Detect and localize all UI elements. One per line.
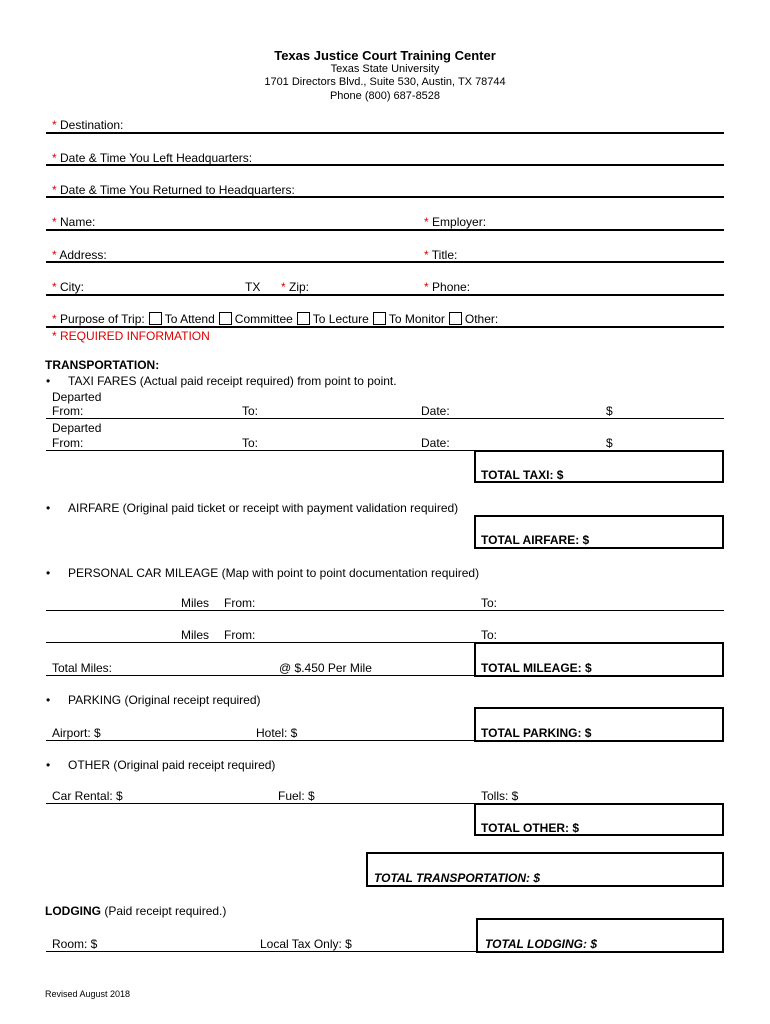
option-to-monitor: To Monitor [388,312,445,326]
purpose-row: * Purpose of Trip: To Attend Committee To Lecture To Monitor Other: [52,312,499,326]
taxi-date-1: Date: [421,404,450,418]
checkbox-to-monitor[interactable] [373,312,386,325]
address-title-line[interactable] [46,261,724,263]
returned-hq-line[interactable] [46,196,724,198]
taxi-dollar-2: $ [606,436,613,450]
lodging-local-tax: Local Tax Only: $ [260,937,352,951]
required-info-note: * REQUIRED INFORMATION [52,329,210,343]
other-desc: OTHER (Original paid receipt required) [68,758,276,772]
total-transportation-label: TOTAL TRANSPORTATION: $ [374,871,541,885]
taxi-from-2: From: [52,436,84,450]
returned-hq-label: * Date & Time You Returned to Headquarters: [52,183,295,197]
purpose-label: Purpose of Trip: [60,312,145,326]
mileage-to-1: To: [481,596,498,610]
mileage-rate: @ $.450 Per Mile [279,661,372,675]
title-label: * Title: [424,248,458,262]
checkbox-to-lecture[interactable] [297,312,310,325]
checkbox-committee[interactable] [219,312,232,325]
other-tolls: Tolls: $ [481,789,519,803]
taxi-date-2: Date: [421,436,450,450]
mileage-desc: PERSONAL CAR MILEAGE (Map with point to point documentation required) [68,566,480,580]
taxi-departed-1: Departed [52,390,102,404]
parking-airport: Airport: $ [52,726,101,740]
mileage-miles-2: Miles [181,628,210,642]
total-lodging-label: TOTAL LODGING: $ [485,937,598,951]
taxi-departed-2: Departed [52,421,102,435]
parking-desc: PARKING (Original receipt required) [68,693,261,707]
form-title: Texas Justice Court Training Center [274,48,496,63]
transportation-heading: TRANSPORTATION: [45,358,160,372]
left-hq-label: * Date & Time You Left Headquarters: [52,151,253,165]
total-miles-line[interactable] [46,675,476,676]
total-airfare-label: TOTAL AIRFARE: $ [481,533,590,547]
destination-label: * Destination: [52,118,124,132]
lodging-line[interactable] [46,951,478,952]
taxi-desc: TAXI FARES (Actual paid receipt required) from point to point. [68,374,397,388]
option-committee: Committee [234,312,293,326]
bullet-other: • [46,758,51,772]
city-phone-line[interactable] [46,294,724,296]
checkbox-other[interactable] [449,312,462,325]
option-to-attend: To Attend [164,312,215,326]
airfare-desc: AIRFARE (Original paid ticket or receipt with payment validation required) [68,501,459,515]
parking-line[interactable] [46,740,476,741]
mileage-from-2: From: [224,628,256,642]
mileage-from-1: From: [224,596,256,610]
name-employer-line[interactable] [46,229,724,231]
purpose-line[interactable] [46,326,724,328]
bullet-parking: • [46,693,51,707]
taxi-line-1[interactable] [46,418,724,419]
total-mileage-label: TOTAL MILEAGE: $ [481,661,592,675]
bullet-taxi: • [46,374,51,388]
state-value: TX [245,280,261,294]
mileage-miles-1: Miles [181,596,210,610]
taxi-dollar-1: $ [606,404,613,418]
option-other: Other: [464,312,499,326]
total-miles-label: Total Miles: [52,661,113,675]
required-mark: * [52,118,57,132]
total-parking-label: TOTAL PARKING: $ [481,726,592,740]
option-to-lecture: To Lecture [312,312,369,326]
city-label: * City: [52,280,85,294]
lodging-heading: LODGING (Paid receipt required.) [45,904,227,918]
zip-label: * Zip: [281,280,310,294]
other-fuel: Fuel: $ [278,789,315,803]
other-car-rental: Car Rental: $ [52,789,123,803]
total-other-label: TOTAL OTHER: $ [481,821,580,835]
employer-label: * Employer: [424,215,487,229]
taxi-to-2: To: [242,436,259,450]
mileage-line-1[interactable] [46,610,724,611]
revised-date: Revised August 2018 [45,989,131,999]
taxi-to-1: To: [242,404,259,418]
destination-line[interactable] [46,132,724,134]
total-taxi-label: TOTAL TAXI: $ [481,468,564,482]
checkbox-to-attend[interactable] [149,312,162,325]
left-hq-line[interactable] [46,164,724,166]
bullet-airfare: • [46,501,51,515]
org-address: 1701 Directors Blvd., Suite 530, Austin, TX 78744 [264,76,506,88]
parking-hotel: Hotel: $ [256,726,298,740]
phone-label: * Phone: [424,280,471,294]
taxi-from-1: From: [52,404,84,418]
org-phone: Phone (800) 687-8528 [329,90,441,102]
lodging-room: Room: $ [52,937,98,951]
name-label: * Name: [52,215,96,229]
org-name: Texas State University [330,63,440,75]
bullet-mileage: • [46,566,51,580]
address-label: * Address: [52,248,107,262]
mileage-to-2: To: [481,628,498,642]
